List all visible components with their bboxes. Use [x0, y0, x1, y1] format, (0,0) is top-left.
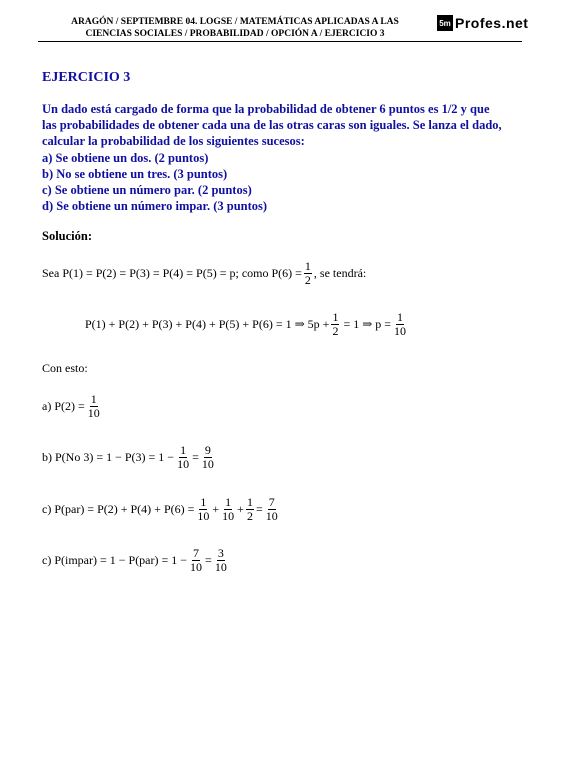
statement-line: Un dado está cargado de forma que la probabilidad de obtener 6 puntos es 1/2 y que	[42, 102, 490, 116]
statement-part-c: c) Se obtiene un número par. (2 puntos)	[42, 183, 252, 198]
fraction: $\frac{1}{10}$	[177, 443, 190, 471]
answer-text: a) P(2) =	[42, 399, 85, 413]
header-line-1: ARAGÓN / SEPTIEMBRE 04. LOGSE / MATEMÁTICAS APLICADAS A LAS	[71, 17, 399, 27]
fraction: $\frac{1}{10}$	[87, 392, 100, 420]
exercise-title: EJERCICIO 3	[42, 70, 131, 85]
equals-sign: =	[205, 553, 212, 567]
header-line-2: CIENCIAS SOCIALES / PROBABILIDAD / OPCIÓN A / EJERCICIO 3	[85, 29, 385, 39]
statement-part-b: b) No se obtiene un tres. (3 puntos)	[42, 166, 228, 181]
fraction: $\frac{1}{2}$	[304, 259, 311, 287]
fraction: $\frac{9}{10}$	[201, 443, 214, 471]
logo-wordmark: Profes.net	[455, 15, 529, 31]
plus-sign: +	[212, 502, 220, 516]
answer-text: c) P(impar) = 1 − P(par) = 1 −	[42, 553, 188, 567]
answer-text: b) P(No 3) = 1 − P(3) = 1 −	[42, 450, 175, 464]
exercise-statement	[42, 101, 542, 214]
answer-a	[42, 393, 103, 420]
statement-line: calcular la probabilidad de los siguientes sucesos:	[42, 134, 305, 149]
fraction: $\frac{3}{10}$	[214, 546, 227, 574]
solution-equation	[85, 311, 409, 338]
fraction: $\frac{1}{10}$	[197, 495, 210, 523]
statement-part-d: d) Se obtiene un número impar. (3 puntos)	[42, 199, 268, 214]
answer-text: c) P(par) = P(2) + P(4) + P(6) =	[42, 502, 195, 516]
fraction: $\frac{1}{2}$	[246, 495, 253, 523]
statement-part-a: a) Se obtiene un dos. (2 puntos)	[42, 150, 209, 165]
logo-mark: 5m	[437, 15, 453, 31]
answer-b	[42, 444, 217, 471]
equation-text: = 1 ⇒ p =	[343, 317, 392, 331]
header-rule	[38, 41, 522, 42]
fraction: $\frac{1}{2}$	[332, 310, 339, 338]
answer-d	[42, 547, 230, 574]
solution-intro	[42, 260, 366, 287]
statement-line: las probabilidades de obtener cada una de las otras caras son iguales. Se lanza el dado,	[42, 118, 502, 133]
fraction: $\frac{1}{10}$	[222, 495, 235, 523]
answer-c	[42, 496, 281, 523]
plus-sign: +	[237, 502, 244, 516]
fraction: $\frac{1}{10}$	[394, 310, 407, 338]
fraction: $\frac{7}{10}$	[190, 546, 203, 574]
equals-sign: =	[192, 450, 199, 464]
intro-text-end: , se tendrá:	[313, 266, 367, 280]
equals-sign: =	[255, 502, 263, 516]
solution-label: Solución:	[42, 229, 93, 243]
equation-text: P(1) + P(2) + P(3) + P(4) + P(5) + P(6) = 1 ⇒ 5p +	[85, 317, 330, 331]
con-esto: Con esto:	[42, 361, 88, 375]
site-logo	[437, 15, 528, 31]
fraction: $\frac{7}{10}$	[265, 495, 278, 523]
intro-text: Sea P(1) = P(2) = P(3) = P(4) = P(5) = p; como P(6) =	[42, 266, 302, 280]
